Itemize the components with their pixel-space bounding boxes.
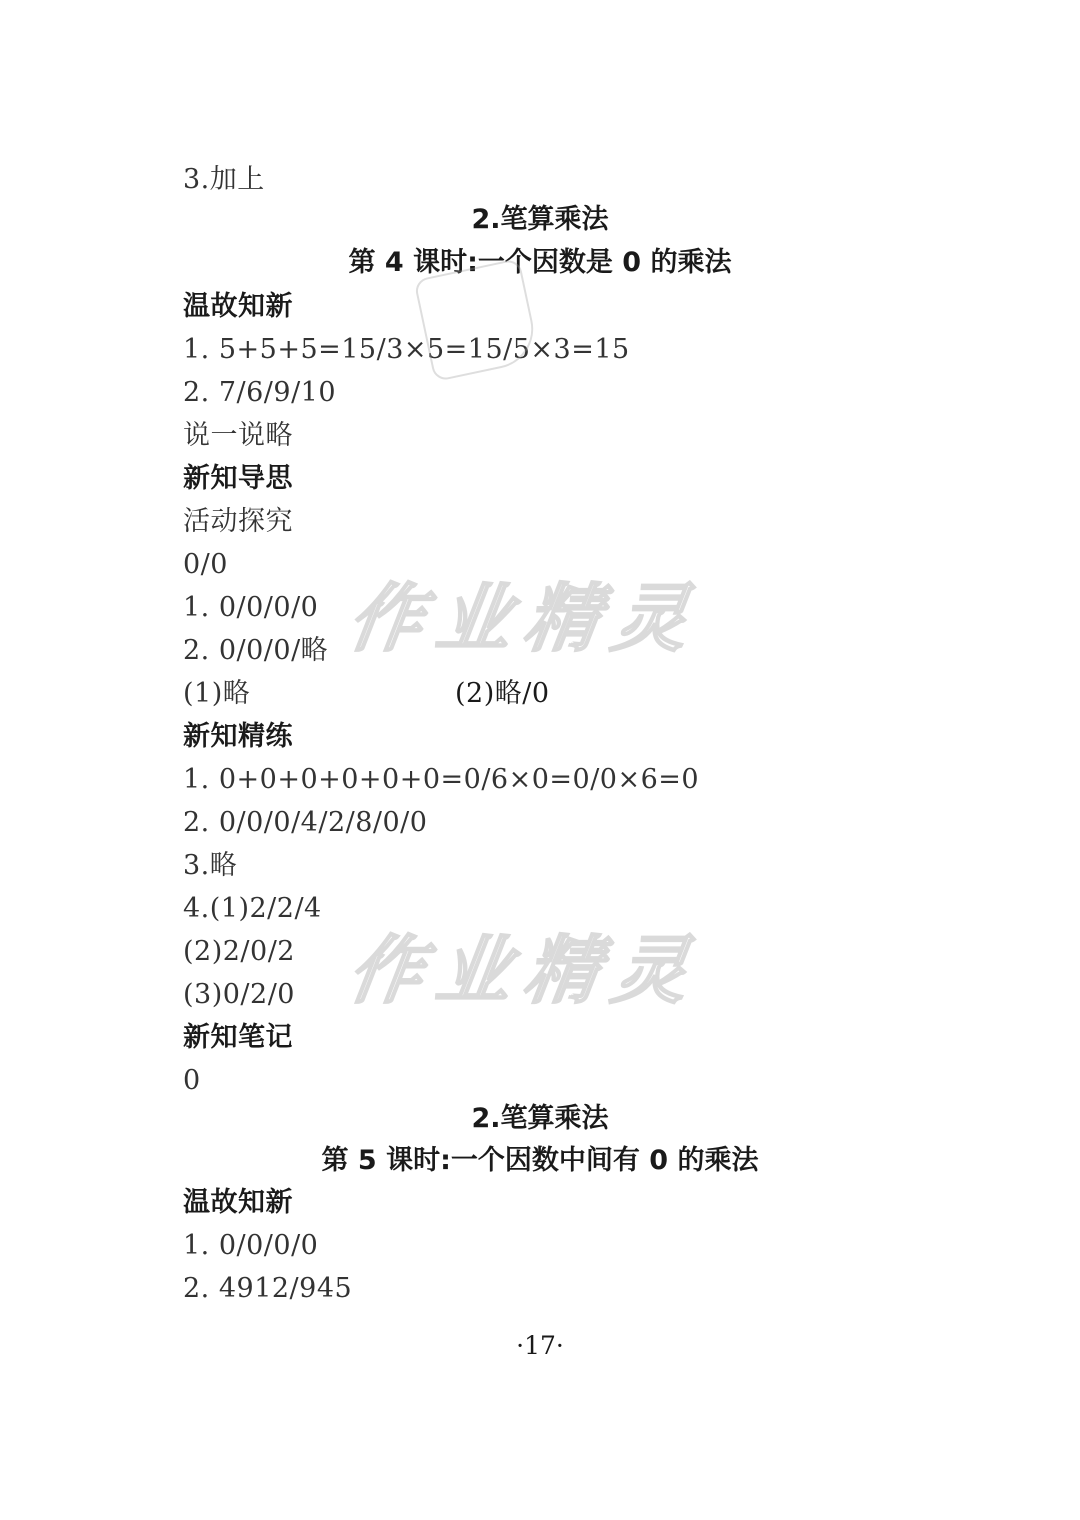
answer-line: (1)略 <box>183 678 251 709</box>
watermark: 作业精灵 <box>343 928 708 1014</box>
answer-line: 1. 0+0+0+0+0+0=0/6×0=0/0×6=0 <box>183 764 700 795</box>
section-heading: 新知笔记 <box>183 1022 293 1053</box>
answer-line: 0/0 <box>183 549 228 580</box>
answer-line: 4.(1)2/2/4 <box>183 893 322 924</box>
answer-line: 2. 4912/945 <box>183 1273 353 1304</box>
section-heading: 温故知新 <box>183 1187 293 1218</box>
answer-line: 3.加上 <box>183 164 265 195</box>
answer-line-second-column: (2)略/0 <box>455 678 550 709</box>
answer-line: 活动探究 <box>183 506 293 537</box>
answer-line: 0 <box>183 1065 201 1096</box>
section-title: 第 5 课时:一个因数中间有 0 的乘法 <box>321 1145 759 1176</box>
answer-line: 1. 0/0/0/0 <box>183 1230 319 1261</box>
answer-line: 1. 5+5+5=15/3×5=15/5×3=15 <box>183 334 630 365</box>
answer-line: (3)0/2/0 <box>183 979 295 1010</box>
section-heading: 新知精练 <box>183 721 293 752</box>
answer-line: 2. 0/0/0/4/2/8/0/0 <box>183 807 428 838</box>
answer-line: 1. 0/0/0/0 <box>183 592 319 623</box>
answer-line: 2. 0/0/0/略 <box>183 635 329 666</box>
section-heading: 温故知新 <box>183 291 293 322</box>
answer-line: 2. 7/6/9/10 <box>183 377 337 408</box>
section-title: 2.笔算乘法 <box>471 1103 609 1134</box>
watermark: 作业精灵 <box>343 576 708 662</box>
page-number: ·17· <box>516 1331 564 1360</box>
section-title: 第 4 课时:一个因数是 0 的乘法 <box>348 247 732 278</box>
answer-line: 3.略 <box>183 850 238 881</box>
section-title: 2.笔算乘法 <box>471 204 609 235</box>
answer-line: (2)2/0/2 <box>183 936 295 967</box>
section-heading: 新知导思 <box>183 463 293 494</box>
answer-line: 说一说略 <box>183 420 293 451</box>
